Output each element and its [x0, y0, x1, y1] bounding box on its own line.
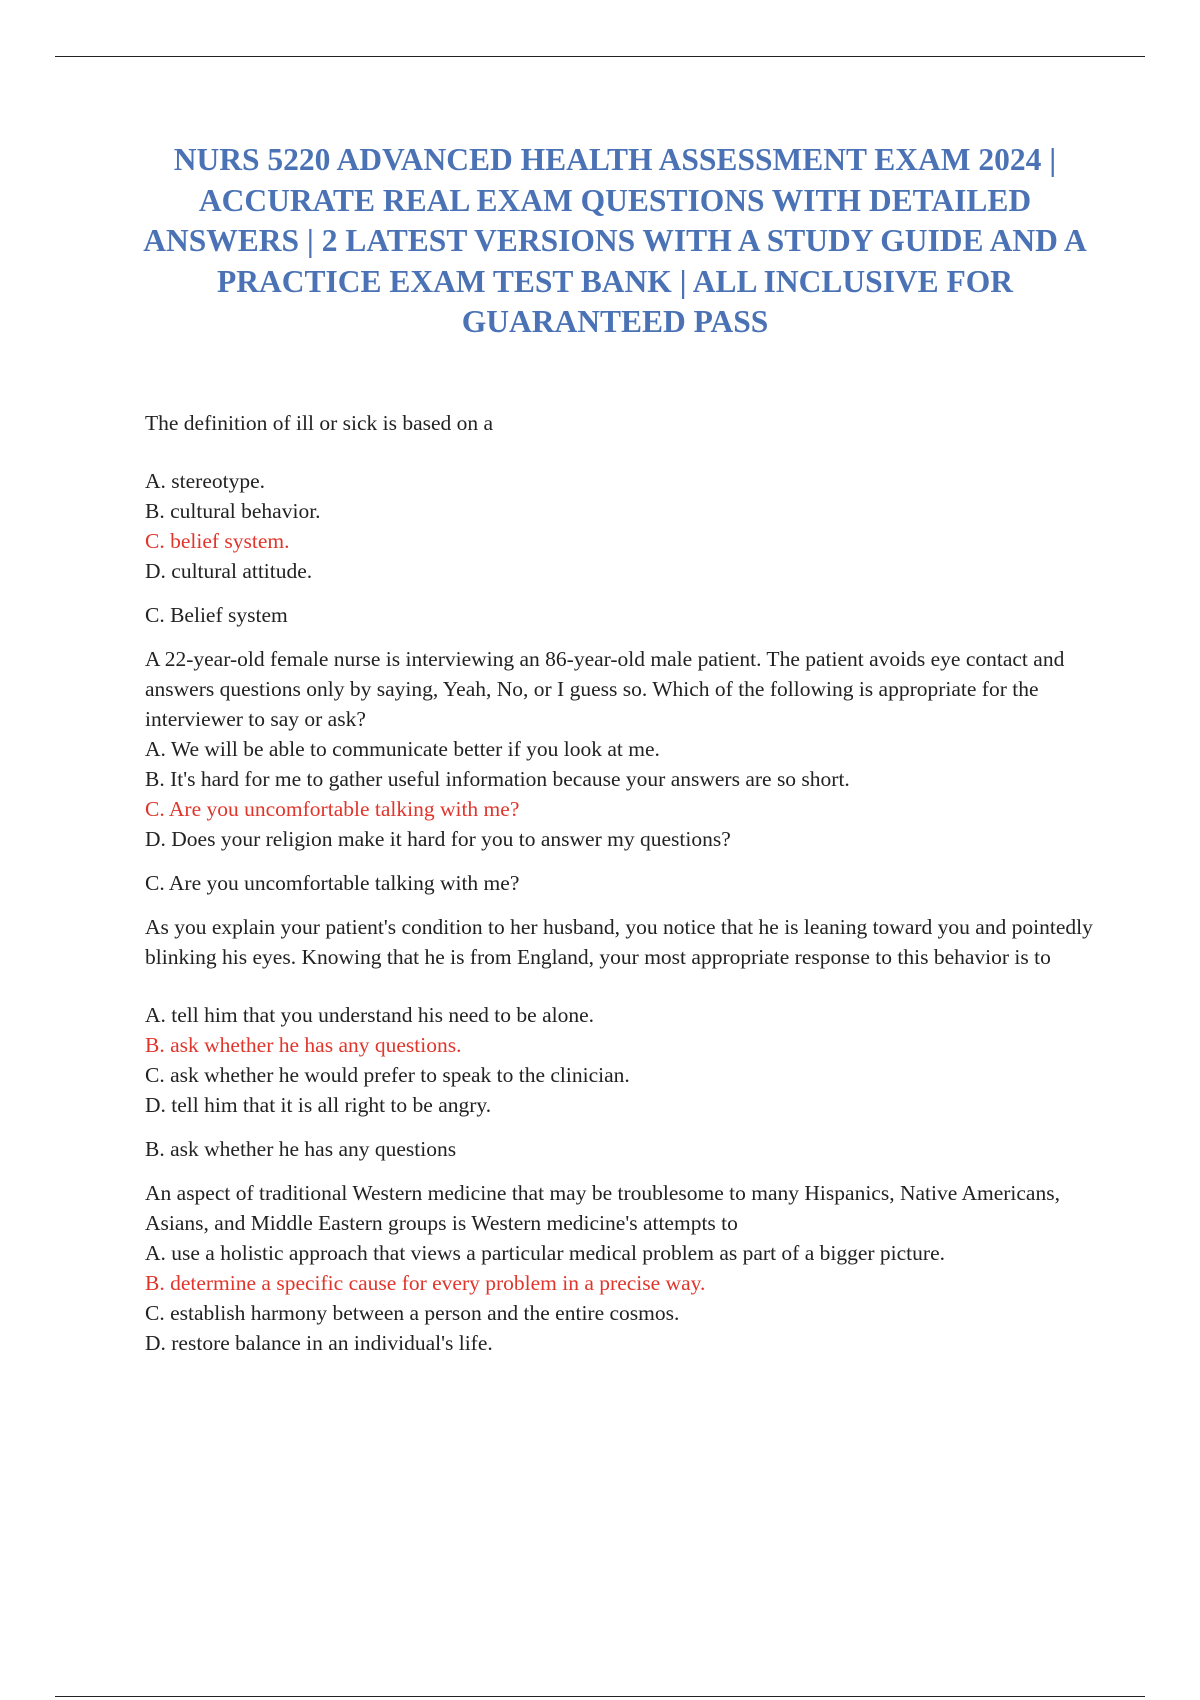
option-b-correct: B. ask whether he has any questions.: [145, 1033, 462, 1057]
question-stem: As you explain your patient's condition to her husband, you notice that he is leaning toward you and pointedly blinking his eyes. Knowing that he is from England, your most appropriate response to this behavior is to: [145, 915, 1093, 969]
option-c: C. establish harmony between a person and the entire cosmos.: [145, 1301, 680, 1325]
answer-key: B. ask whether he has any questions: [145, 1137, 457, 1161]
option-c-correct: C. Are you uncomfortable talking with me?: [145, 797, 520, 821]
question-stem: A 22-year-old female nurse is interviewing an 86-year-old male patient. The patient avoids eye contact and answers questions only by saying, Yeah, No, or I guess so. Which of the following is appropriate for the interviewer to say or ask?: [145, 647, 1065, 731]
spacer: [145, 438, 1105, 466]
question-3: [145, 912, 1105, 1178]
spacer: [145, 854, 1105, 868]
option-d: D. Does your religion make it hard for you to answer my questions?: [145, 827, 731, 851]
question-4: [145, 1178, 1105, 1358]
answer-key: C. Belief system: [145, 603, 288, 627]
option-c-correct: C. belief system.: [145, 529, 290, 553]
spacer: [145, 1120, 1105, 1134]
question-1: [145, 408, 1105, 644]
option-a: A. We will be able to communicate better if you look at me.: [145, 737, 660, 761]
option-d: D. restore balance in an individual's life.: [145, 1331, 493, 1355]
spacer: [145, 630, 1105, 644]
spacer: [145, 898, 1105, 912]
spacer: [145, 1164, 1105, 1178]
option-a: A. stereotype.: [145, 469, 266, 493]
option-a: A. tell him that you understand his need to be alone.: [145, 1003, 595, 1027]
spacer: [145, 972, 1105, 1000]
header-rule: [55, 56, 1145, 57]
option-b: B. It's hard for me to gather useful information because your answers are so short.: [145, 767, 850, 791]
footer-rule: [55, 1696, 1145, 1697]
option-d: D. cultural attitude.: [145, 559, 313, 583]
option-d: D. tell him that it is all right to be angry.: [145, 1093, 492, 1117]
option-c: C. ask whether he would prefer to speak to the clinician.: [145, 1063, 630, 1087]
option-a: A. use a holistic approach that views a particular medical problem as part of a bigger picture.: [145, 1241, 945, 1265]
option-b-correct: B. determine a specific cause for every problem in a precise way.: [145, 1271, 706, 1295]
question-stem: An aspect of traditional Western medicine that may be troublesome to many Hispanics, Native Americans, Asians, and Middle Eastern groups is Western medicine's attempts to: [145, 1181, 1060, 1235]
document-title: NURS 5220 ADVANCED HEALTH ASSESSMENT EXAM 2024 | ACCURATE REAL EXAM QUESTIONS WITH DETAILED ANSWERS | 2 LATEST VERSIONS WITH A STUDY GUIDE AND A PRACTICE EXAM TEST BANK | ALL INCLUSIVE FOR GUARANTEED PASS: [143, 142, 1087, 339]
answer-key: C. Are you uncomfortable talking with me?: [145, 871, 520, 895]
option-b: B. cultural behavior.: [145, 499, 321, 523]
question-stem: The definition of ill or sick is based on a: [145, 411, 494, 435]
question-list: [145, 408, 1105, 1358]
spacer: [145, 586, 1105, 600]
question-2: [145, 644, 1105, 912]
